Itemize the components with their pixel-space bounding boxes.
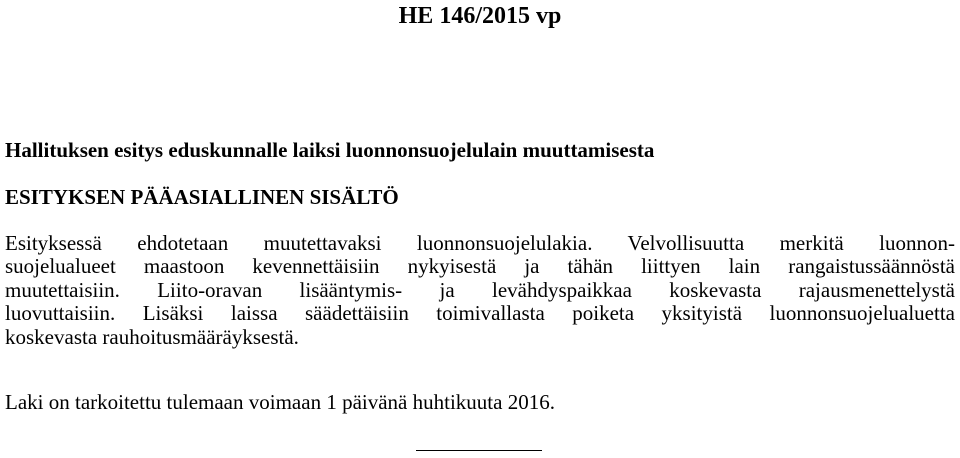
summary-line: suojelualueet maastoon kevennettäisiin nykyisestä ja tähän liittyen lain rangaistussäännöstä [5, 254, 955, 279]
document-title: Hallituksen esitys eduskunnalle laiksi luonnonsuojelulain muuttamisesta [5, 138, 655, 162]
entry-into-force-paragraph [5, 391, 955, 414]
summary-line: Esityksessä ehdotetaan muutettavaksi luonnonsuojelulakia. Velvollisuutta merkitä luonnon- [5, 231, 955, 255]
summary-line: luovuttaisiin. Lisäksi laissa säädettäisiin toimivallasta poiketa yksityistä luonnonsuojelualuetta [5, 301, 955, 326]
section-heading: ESITYKSEN PÄÄASIALLINEN SISÄLTÖ [5, 185, 399, 209]
end-divider [416, 450, 542, 451]
document-identifier: HE 146/2015 vp [398, 3, 562, 29]
summary-line: muutettaisiin. Liito-oravan lisääntymis- ja levähdyspaikkaa koskevasta rajausmenettelystä [5, 277, 955, 302]
summary-paragraph [5, 232, 955, 349]
entry-into-force-text: Laki on tarkoitettu tulemaan voimaan 1 päivänä huhtikuuta 2016. [5, 390, 555, 414]
summary-line: koskevasta rauhoitusmääräyksestä. [5, 324, 299, 349]
